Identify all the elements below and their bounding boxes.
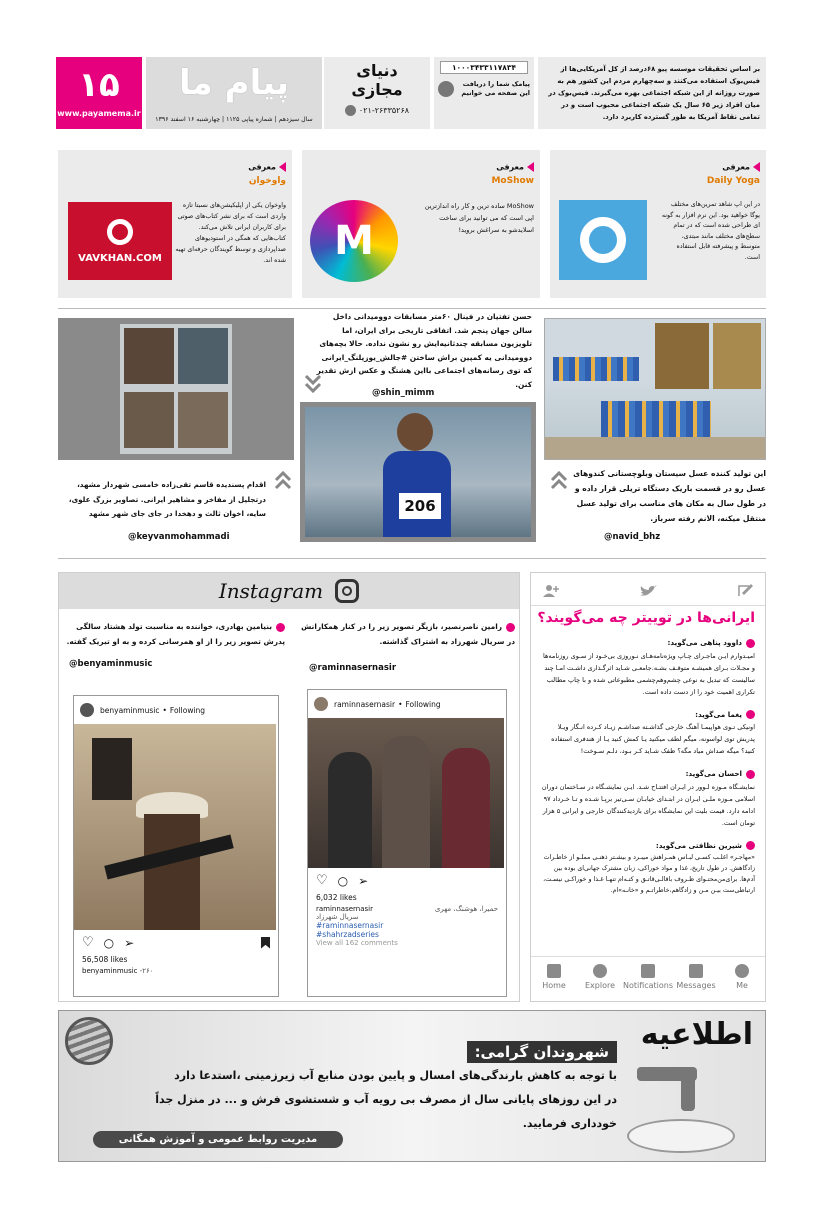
insta-comment-text: حمیرا، هوشنگ، مهری <box>434 905 498 913</box>
bullet-icon <box>746 639 755 648</box>
twitter-panel <box>530 572 766 1002</box>
compose-icon[interactable] <box>737 583 753 597</box>
insta-post-benyamin: بنیامین بهادری، خواننده به مناسبت تولد هشتاد سالگی پدرش تصویر زیر را از او همرسانی کرده و به او تبریک گفته. @benyaminmusic benyaminmusic • Following ♡ ○ ➢ 56,508 likes benyaminmusic -۲۶۰ <box>65 619 287 999</box>
divider <box>58 308 766 309</box>
honey-photo[interactable] <box>544 318 766 460</box>
logo: پیام ما <box>179 63 289 103</box>
nav-me[interactable]: Me <box>719 964 765 990</box>
app-label: معرفی <box>707 162 760 172</box>
insta-post-ramin: رامین ناصرنصیر، بازیگر تصویر زیر را در کنار همکارانش در سریال شهرزاد به اشتراک گذاشته. @raminnasernasir raminnasernasir • Following ♡ ○ ➢ 6,032 likes raminnasernasir حمیرا، هوشنگ، مهری سریال شهرزاد #raminnasernasir #shahrzadseries View all 162 comments <box>297 619 517 999</box>
nav-explore[interactable]: Explore <box>577 964 623 990</box>
app-name: واوخوان <box>248 176 286 186</box>
intro-text: بر اساس تحقیقات موسسه پیو ۶۸درصد از کل آمریکایی‌ها از فیس‌بوک استفاده می‌کنند و سه‌چهارم مردم این کشور هم به صورت روزانه از این شبکه اجتماعی بهره می‌گیرند. فیس‌بوک در میان افراد زیر ۶۵ سال یک شبکه اجتماعی محبوب است و در تمامی نقاط آمریکا به طور گسترده کاربرد دارد. <box>548 65 760 121</box>
home-icon <box>547 964 561 978</box>
tweet-author: یغما می‌گوید: <box>541 710 755 720</box>
tweet-text: اونیکی تـوی هواپیمـا آهنگ خارجی گذاشـته صداشـم زیـاد کـرده انـگار ویـلا پدریش توی لواسونه، میگم لطف میکنید یـا کمش کنید یـا از هندفری استفاده کنید؟ میگه صداش میاد مگه؟ ظفک شـاید کـر بـود، دلـم سـوخت! <box>551 723 755 755</box>
insta-photo[interactable] <box>74 724 276 930</box>
app-card-daily-yoga <box>550 150 766 298</box>
vavkhan-logo-text: VAVKHAN.COM <box>78 252 162 264</box>
twitter-bird-icon[interactable] <box>639 583 657 597</box>
honey-caption: این تولید کننده عسل سیستان وبلوچستانی کندوهای عسل رو در قسمت باریک دستگاه تریلی قرار داده و در طول سال به مکان های مناسب برای تولید عسل منتقل میکنه، الانم رفته سرباز. <box>573 469 766 523</box>
following-button[interactable]: Following <box>169 705 206 715</box>
ad-title: اطلاعیه <box>640 1017 753 1052</box>
insta-comment-user[interactable]: raminnasernasir <box>316 905 373 913</box>
vavkhan-logo[interactable] <box>68 202 172 280</box>
sms-number: ۱۰۰۰۳۴۳۳۱۱۷۸۳۴ <box>440 61 528 74</box>
insta-username[interactable]: raminnasernasir <box>334 699 396 709</box>
phone-icon <box>345 105 356 116</box>
daily-yoga-logo[interactable] <box>559 200 647 280</box>
nav-messages[interactable]: Messages <box>673 964 719 990</box>
sms-box <box>434 57 534 129</box>
site-url[interactable]: www.payamema.ir <box>57 109 141 118</box>
instagram-title: Instagram <box>218 579 324 603</box>
twitter-bottom-nav <box>531 956 765 1001</box>
app-label: معرفی <box>248 162 286 172</box>
tweet-author: داوود پناهی می‌گوید: <box>541 638 755 648</box>
avatar[interactable] <box>314 697 328 711</box>
ad-body-line1: با توجه به کاهش بارندگی‌های امسال و پایین بودن منابع آب زیرزمینی ،استدعا دارد <box>174 1069 617 1082</box>
twitter-title: ایرانی‌ها در توییتر چه می‌گویند؟ <box>537 610 755 626</box>
share-icon[interactable]: ➢ <box>124 935 135 950</box>
runner-photo[interactable] <box>300 402 536 542</box>
bell-icon <box>641 964 655 978</box>
comment-icon[interactable]: ○ <box>103 935 115 950</box>
pointer-icon <box>527 162 534 172</box>
insta-caption: رامین ناصرنصیر، بازیگر تصویر زیر را در کنار همکارانش در سریال شهرزاد به اشتراک گذاشته. <box>301 622 515 646</box>
chevron-up-icon[interactable] <box>274 468 292 492</box>
insta-comment-line2: سریال شهرزاد <box>316 913 359 921</box>
bullet-icon <box>746 770 755 779</box>
like-icon[interactable]: ♡ <box>316 873 328 888</box>
like-icon[interactable]: ♡ <box>82 935 94 950</box>
ad-body-line2: در این روزهای پایانی سال از مصرف بی رویه آب و شستشوی فرش و ... در منزل جداً <box>155 1093 617 1106</box>
add-user-icon[interactable] <box>543 583 559 597</box>
app-name: MoShow <box>491 176 534 186</box>
section-title-line2: مجازی <box>351 80 403 99</box>
portraits-photo[interactable] <box>58 318 294 460</box>
post-portraits <box>58 318 294 548</box>
ad-footer: مدیریت روابط عمومی و آموزش همگانی <box>93 1131 343 1148</box>
app-card-moshow <box>302 150 540 298</box>
logo-box <box>146 57 322 129</box>
phone-number: ۰۲۱-۲۶۳۳۵۲۶۸ <box>358 106 410 115</box>
nav-notifications[interactable]: Notifications <box>623 964 673 990</box>
insta-caption: بنیامین بهادری، خواننده به مناسبت تولد هشتاد سالگی پدرش تصویر زیر را از او همرسانی کرده و به او تبریک گفته. <box>66 622 285 646</box>
water-notice-ad <box>58 1010 766 1162</box>
faucet-icon <box>621 1067 741 1157</box>
chevron-down-icon[interactable] <box>304 372 322 396</box>
nav-home[interactable]: Home <box>531 964 577 990</box>
avatar[interactable] <box>80 703 94 717</box>
app-card-vavkhan <box>58 150 292 298</box>
page-number: ۱۵ <box>78 65 120 105</box>
tweet-text: «مهاجـر» اغلـب کسـی لبـاس همـراهش میبـرد و بیشـتر ذهنـی مملـو از خاطـرات زادگاهش. در طول تاریخ، غذا و مواد خوراکی، زبان مشترک جهانی‌ای بوده بین آدم‌ها. برای‌من‌محتـوای ظـروف باقالـی‌قاتـق و کتـه‌ام تنهـا غـذا و خوراکـی نیسـت، ارتباطی‌ست بیـن مـن و زادگاهم،خاطراتـم و «خانـه»ام. <box>543 854 755 894</box>
tweet-author: احسان می‌گوید: <box>541 769 755 779</box>
following-button[interactable]: Following <box>405 699 441 709</box>
app-label: معرفی <box>491 162 534 172</box>
share-icon[interactable]: ➢ <box>358 873 369 888</box>
insta-handle[interactable]: @benyaminmusic <box>69 659 153 669</box>
honey-handle[interactable]: @navid_bhz <box>604 532 661 542</box>
bookmark-icon[interactable] <box>261 937 270 949</box>
portraits-caption: اقدام پسندیده قاسم تقی‌زاده خامسی شهردار مشهد، درتجلیل از مفاخر و مشاهیر ایرانی. تصاویر بزرگ علوی، سایه، اخوان ثالث و دهخدا در جای جای شهر مشهد <box>68 480 266 518</box>
insta-tag[interactable]: #raminnasernasir <box>316 921 384 930</box>
user-icon <box>735 964 749 978</box>
tweet-text: نمایشـگاه مـوزه لـوور در ایـران افتتـاح شـد. ایـن نمایشـگاه در سـاختمان دوران اسلامی مـوزه ملـی ایـران در ابتـدای خیابـان سـی‌تیر برپـا شـده و تـا خـرداد ۹۷ ادامه دارد. قیمت بلیت این نمایشگاه برای بازدیدکنندگان خارجی و ایرانی ۵ هزار تومان است. <box>541 782 755 827</box>
issue-info: سال سیزدهم | شماره پیاپی ۱۱۲۵ | چهارشنبه ۱۶ اسفند ۱۳۹۶ <box>155 116 313 123</box>
section-title-box <box>324 57 430 129</box>
pointer-icon <box>753 162 760 172</box>
bullet-icon <box>746 710 755 719</box>
runner-caption: حسن تفتیان در فینال ۶۰متر مسابقات دوومیدانی داخل سالن جهان پنجم شد. اتفاقی تاریخی برای ایران، اما تلویزیون مسابقه چندثانیه‌ایش رو نشون نداده. حالا بچه‌های دوومیدانی یه کمپین براش ساختن #جالش_یوزپلنگ_ایرانی که توی رسانه‌های اجتماعی بااین هشتگ و عکس ازش تقدیر کنن. <box>316 312 532 389</box>
chevron-up-icon[interactable] <box>550 468 568 492</box>
insta-tag[interactable]: #shahrzadseries <box>316 930 379 939</box>
water-company-logo <box>65 1017 113 1065</box>
post-honey <box>544 318 766 548</box>
sms-line2: این صفحه می خوانیم <box>461 89 530 97</box>
intro-box <box>538 57 766 129</box>
insta-handle[interactable]: @raminnasernasir <box>309 663 397 673</box>
instagram-logo-icon[interactable] <box>335 579 359 603</box>
ad-body-line3: خودداری فرمایید. <box>522 1117 617 1130</box>
app-description: MoShow ساده ترین و کار راه اندازترین اپی است که می توانید برای ساخت اسلایدشو به سراغش بروید! <box>424 202 534 234</box>
envelope-icon <box>689 964 703 978</box>
insta-likes: 56,508 likes <box>82 955 128 964</box>
search-icon <box>593 964 607 978</box>
comment-icon[interactable]: ○ <box>337 873 349 888</box>
app-description: در این اپ شاهد تمرین‌های مختلف یوگا خواهید بود. این نرم افزار به گونه ای طراحی شده است که در تمام سطح‌های مختلف مانند مبتدی، متوسط و پیشرفته قابل استفاده است. <box>661 201 760 261</box>
tweet-text: امیـدوارم ایـن ماجـرای چـاپ ویژه‌نامه‌هـای نـوروزی بی‌خـود از سـوی روزنامه‌ها و مجـلات بـرای همیشـه متوقـف بشـه.جامعـی شـاید اثرگـذاری داشـت امـا چند سالیست که تبدیل به نوعی چشم‌وهم‌چشمی مطبوعاتی شده و با چاپ مطالب تکراری اهمیت خود را از دست داده است. <box>542 651 755 696</box>
insta-username[interactable]: benyaminmusic <box>100 705 160 715</box>
insta-likes: 6,032 likes <box>316 893 357 902</box>
insta-comment-user[interactable]: benyaminmusic <box>82 967 138 975</box>
runner-bib: 206 <box>399 493 441 519</box>
runner-handle[interactable]: @shin_mimm <box>372 388 435 398</box>
bullet-icon <box>746 841 755 850</box>
instagram-panel <box>58 572 520 1002</box>
insta-photo[interactable] <box>308 718 504 868</box>
section-title-line1: دنیای <box>356 61 398 80</box>
tweet-author: شیرین نظافتی می‌گوید: <box>541 841 755 851</box>
ad-greeting: شهروندان گرامی: <box>467 1041 617 1063</box>
pointer-icon <box>279 162 286 172</box>
divider <box>58 558 766 559</box>
sms-line1: پیامک شما را دریافت <box>462 80 530 88</box>
app-name: Daily Yoga <box>706 176 760 186</box>
bullet-icon <box>506 623 515 632</box>
post-runner <box>300 310 536 542</box>
sms-icon <box>438 81 454 97</box>
insta-comment-text: -۲۶۰ <box>139 967 154 975</box>
bullet-icon <box>276 623 285 632</box>
moshow-logo[interactable]: M <box>310 200 398 282</box>
portraits-handle[interactable]: @keyvanmohammadi <box>128 532 230 542</box>
app-description: واوخوان یکی از اپلیکیشن‌های نسبتا تازه واردی است که برای نشر کتاب‌های صوتی برای کاربران ایرانی تلاش می‌کند. کتاب‌هایی که همگی در استودیوهای صداپردازی و توسط گویندگان حرفه‌ای تهیه شده اند. <box>175 202 286 264</box>
instagram-header <box>59 573 519 609</box>
view-comments-link[interactable]: View all 162 comments <box>316 939 398 947</box>
page-number-box <box>56 57 142 129</box>
